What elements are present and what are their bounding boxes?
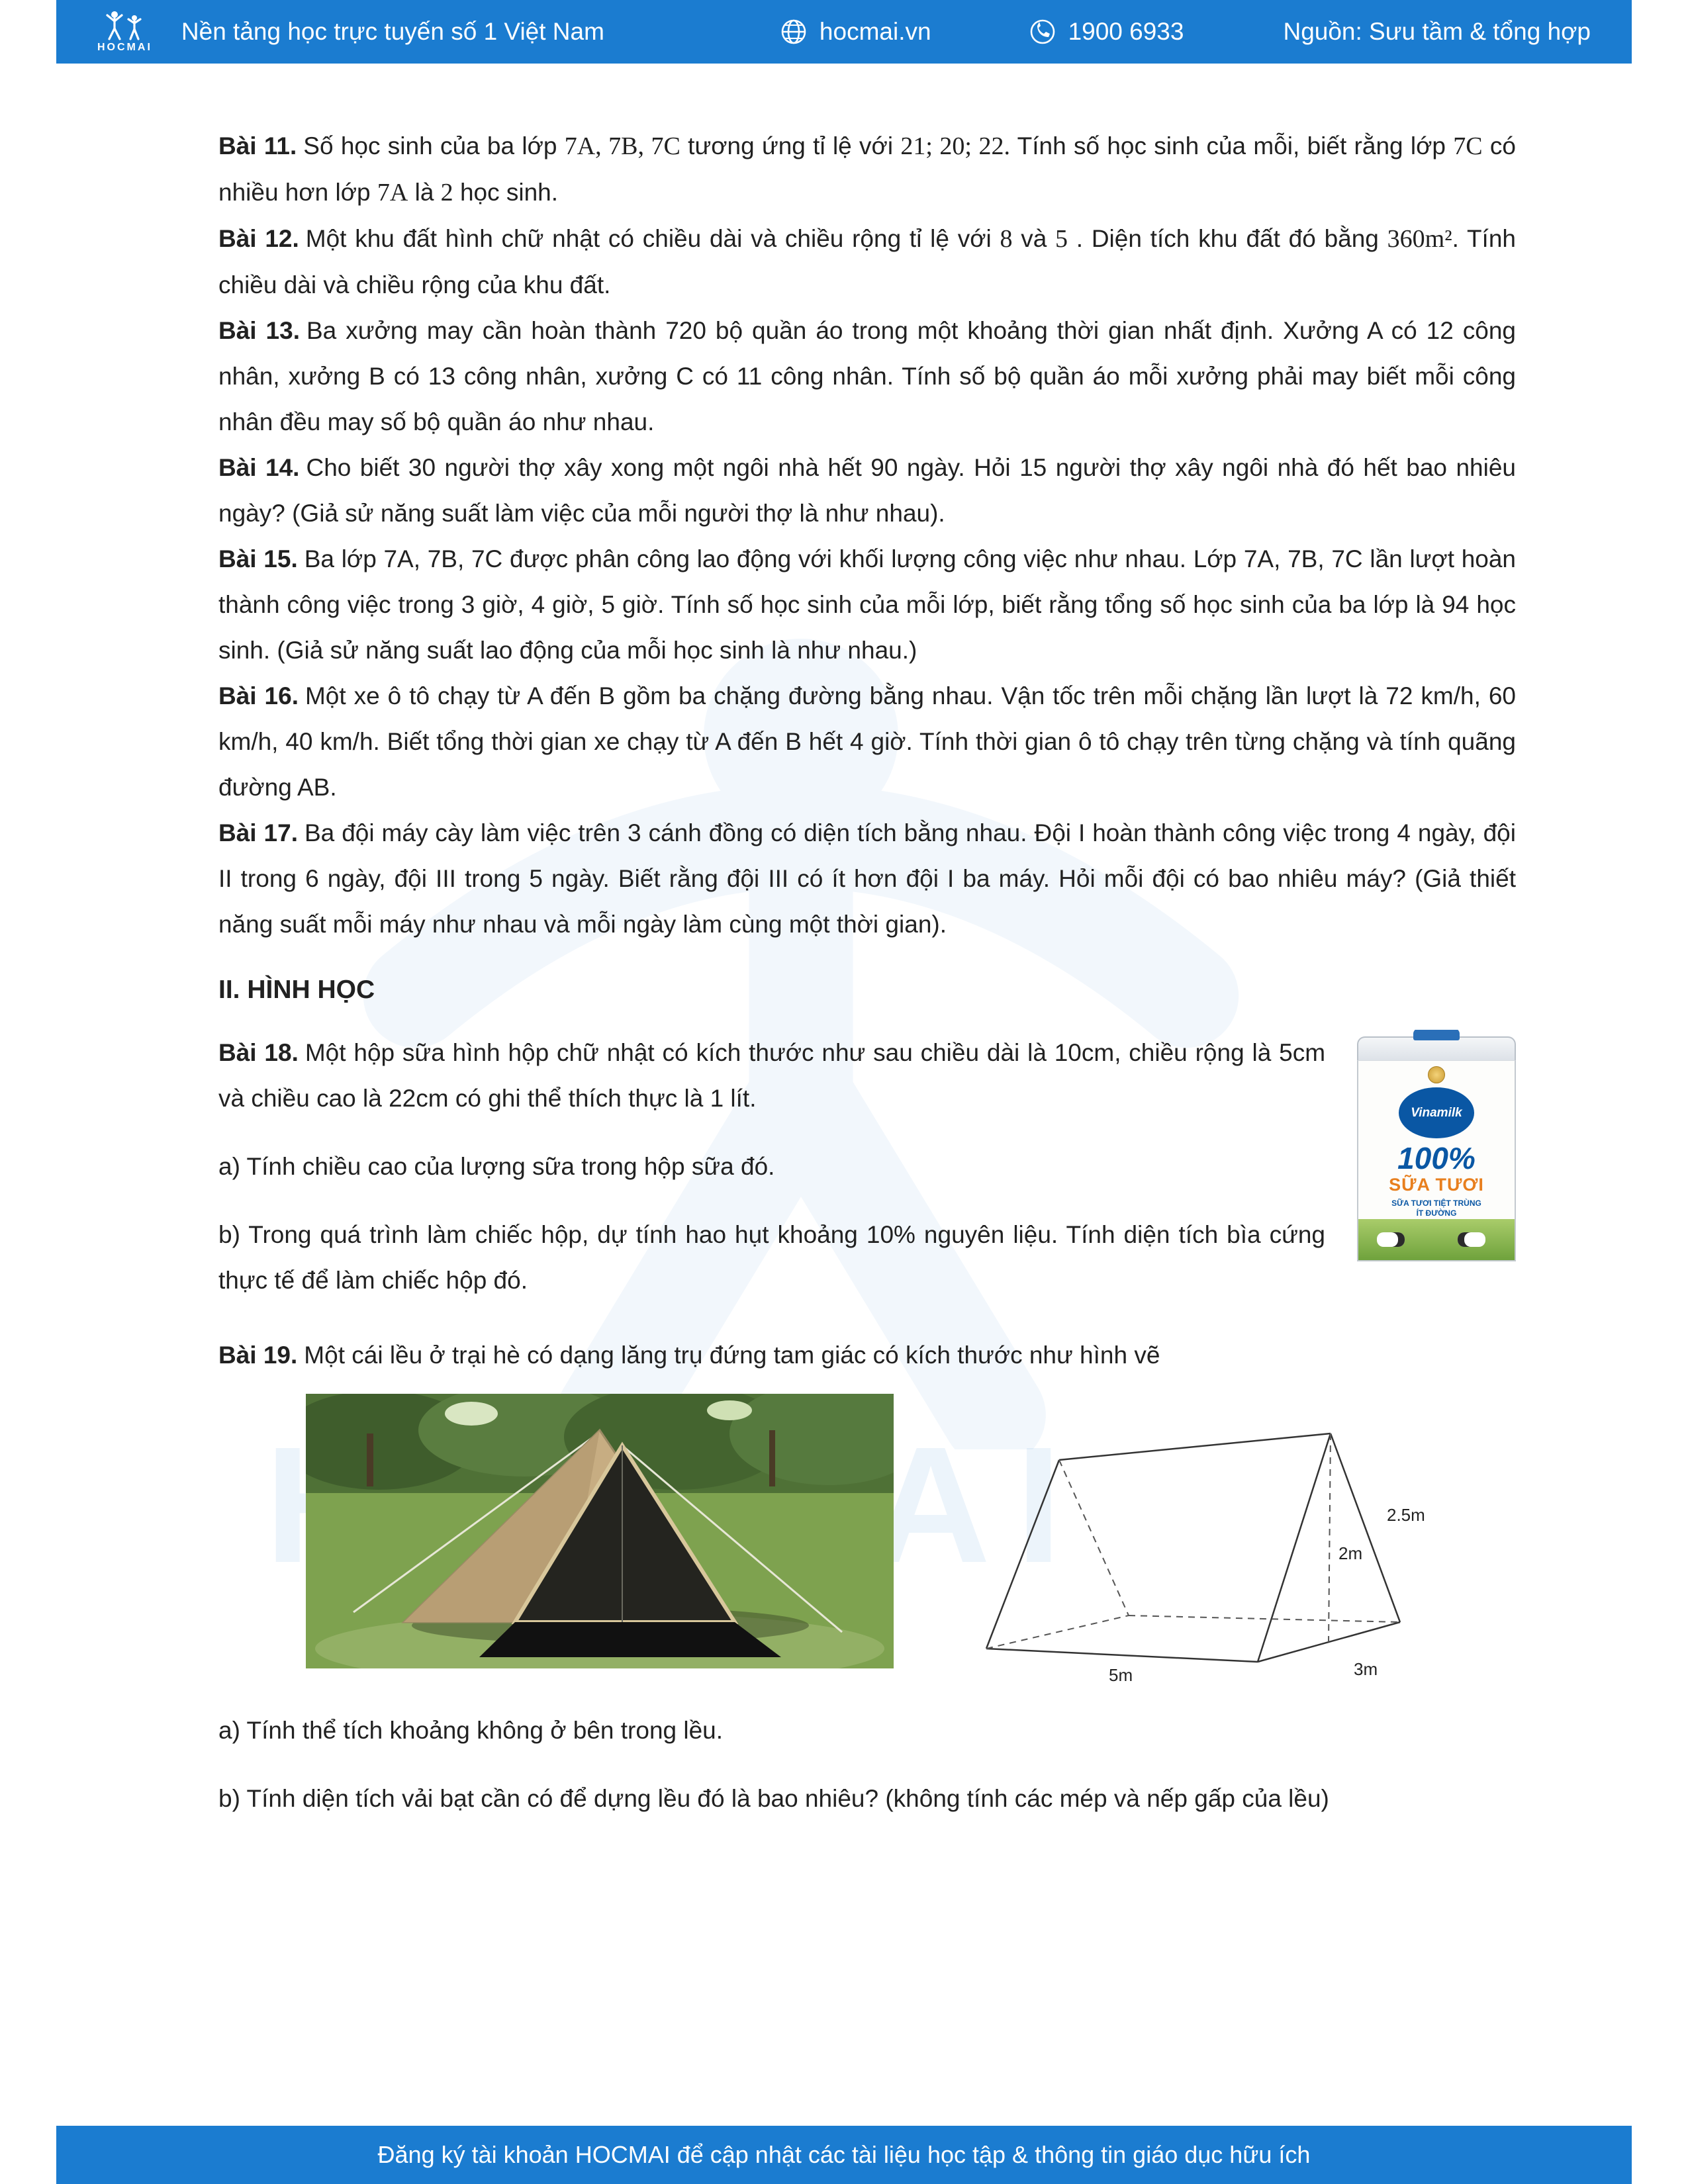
- cow-icon: [1458, 1232, 1485, 1247]
- carton-product-name: SỮA TƯƠI: [1389, 1175, 1484, 1195]
- problem-17-label: Bài 17.: [218, 819, 298, 846]
- hocmai-logo-text: HOCMAI: [97, 42, 152, 53]
- problem-15-text: Ba lớp 7A, 7B, 7C được phân công lao động với khối lượng công việc như nhau. Lớp 7A, 7B, 7C lần lượt hoàn thành công việc trong 3 giờ, 4 giờ, 5 giờ. Tính số học sinh của mỗi lớp, biết rằng tổng số học sinh của ba lớp là 94 học sinh. (Giả sử năng suất lao động của mỗi học sinh là như nhau.): [218, 545, 1517, 664]
- problem-18-label: Bài 18.: [218, 1039, 299, 1066]
- problem-13: [218, 308, 1516, 445]
- problem-18: [218, 1030, 1516, 1121]
- carton-subtitle-2: ÍT ĐƯỜNG: [1416, 1208, 1457, 1218]
- footer-text: Đăng ký tài khoản HOCMAI để cập nhật các tài liệu học tập & thông tin giáo dục hữu ích: [377, 2141, 1311, 2168]
- website-text: hocmai.vn: [819, 18, 931, 45]
- problem-19-item-b: b) Tính diện tích vải bạt cần có để dựng lều đó là bao nhiêu? (không tính các mép và nếp gấp của lều): [218, 1785, 1329, 1812]
- text-run: có nhiều hơn lớp: [218, 132, 1516, 206]
- problem-13-label: Bài 13.: [218, 317, 300, 344]
- text-run: . Tính chiều dài và chiều rộng của khu đất.: [218, 225, 1516, 298]
- problem-16-text: Một xe ô tô chạy từ A đến B gồm ba chặng đường bằng nhau. Vận tốc trên mỗi chặng lần lượt là 72 km/h, 60 km/h, 40 km/h. Biết tổng thời gian xe chạy từ A đến B hết 4 giờ. Tính thời gian ô tô chạy trên từng chặng và tính quãng đường AB.: [218, 682, 1516, 801]
- text-run: Tính số học sinh của mỗi, biết rằng lớp: [1010, 132, 1454, 159]
- main-content: [218, 123, 1516, 1821]
- problem-19-item-a: a) Tính thể tích khoảng không ở bên trong lều.: [218, 1717, 724, 1744]
- text-run: Một khu đất hình chữ nhật có chiều dài và chiều rộng tỉ lệ với: [305, 225, 1000, 252]
- problem-13-text: Ba xưởng may cần hoàn thành 720 bộ quần áo trong một khoảng thời gian nhất định. Xưởng A có 12 công nhân, xưởng B có 13 công nhân, xưởng C có 11 công nhân. Tính số bộ quần áo mỗi xưởng phải may biết mỗi công nhân đều may số bộ quần áo như nhau.: [218, 317, 1516, 435]
- carton-crest-icon: [1428, 1066, 1445, 1083]
- problem-11: [218, 123, 1516, 216]
- problem-19-text: Một cái lều ở trại hè có dạng lăng trụ đứng tam giác có kích thước như hình vẽ: [304, 1342, 1160, 1369]
- math-run: 360m²: [1387, 225, 1452, 253]
- header-meta: [778, 17, 1591, 47]
- math-run: 7A, 7B, 7C: [564, 132, 680, 160]
- text-run: . Diện tích khu đất đó bằng: [1068, 225, 1387, 252]
- problem-14-label: Bài 14.: [218, 454, 300, 481]
- prism-figure: [960, 1394, 1499, 1685]
- text-run: là: [408, 179, 441, 206]
- carton-grass-art: [1358, 1219, 1515, 1260]
- carton-cap: [1413, 1030, 1460, 1040]
- text-run: học sinh.: [453, 179, 559, 206]
- problem-11-label: Bài 11.: [218, 132, 297, 159]
- source-text: Nguồn: Sưu tầm & tổng hợp: [1283, 18, 1591, 45]
- problem-16-label: Bài 16.: [218, 682, 299, 709]
- problem-15: [218, 536, 1516, 673]
- phone-number: 1900 6933: [1068, 18, 1184, 45]
- math-run: 21; 20; 22.: [900, 132, 1010, 160]
- hocmai-logo-icon: [103, 10, 146, 40]
- carton-subtitle: SỮA TƯƠI TIỆT TRÙNG: [1391, 1199, 1481, 1208]
- problem-18-item-b: b) Trong quá trình làm chiếc hộp, dự tính hao hụt khoảng 10% nguyên liệu. Tính diện tích bìa cứng thực tế để làm chiếc hộp đó.: [218, 1221, 1325, 1294]
- problem-15-label: Bài 15.: [218, 545, 298, 572]
- problem-14: [218, 445, 1516, 536]
- problem-18-block: [218, 1030, 1516, 1303]
- text-run: và: [1012, 225, 1056, 252]
- prism-label-length: 5m: [1109, 1665, 1133, 1685]
- problem-14-text: Cho biết 30 người thợ xây xong một ngôi nhà hết 90 ngày. Hỏi 15 người thợ xây ngôi nhà đó hết bao nhiêu ngày? (Giả sử năng suất làm việc của mỗi người thợ là như nhau).: [218, 454, 1516, 527]
- tent-photo: [306, 1394, 894, 1668]
- header-bar: [56, 0, 1632, 64]
- phone-icon: [1027, 17, 1058, 47]
- hocmai-logo: [97, 10, 152, 54]
- website-item: [778, 17, 931, 47]
- carton-percent: 100%: [1397, 1141, 1476, 1175]
- milk-carton-image: [1357, 1030, 1516, 1263]
- problem-12-label: Bài 12.: [218, 225, 299, 252]
- cow-icon: [1377, 1232, 1405, 1247]
- math-run: 5: [1055, 225, 1068, 253]
- prism-label-width: 3m: [1354, 1659, 1378, 1679]
- header-tagline: Nền tảng học trực tuyến số 1 Việt Nam: [181, 18, 604, 45]
- problem-18-item-a: a) Tính chiều cao của lượng sữa trong hộp sữa đó.: [218, 1153, 775, 1180]
- problem-16: [218, 673, 1516, 810]
- math-run: 7A: [377, 179, 408, 206]
- prism-label-slant: 2.5m: [1387, 1505, 1425, 1525]
- problem-12: [218, 216, 1516, 308]
- section-heading-geometry: II. HÌNH HỌC: [218, 976, 375, 1004]
- prism-label-height: 2m: [1338, 1543, 1363, 1563]
- problem-18-text: Một hộp sữa hình hộp chữ nhật có kích thước như sau chiều dài là 10cm, chiều rộng là 5cm và chiều cao là 22cm có ghi thể thích thực là 1 lít.: [218, 1039, 1326, 1112]
- problem-17: [218, 810, 1516, 947]
- math-run: 2: [440, 179, 453, 206]
- text-run: tương ứng tỉ lệ với: [680, 132, 901, 159]
- math-run: 7C: [1453, 132, 1483, 160]
- problem-17-text: Ba đội máy cày làm việc trên 3 cánh đồng có diện tích bằng nhau. Đội I hoàn thành công việc trong 4 ngày, đội II trong 6 ngày, đội III trong 5 ngày. Biết rằng đội III có ít hơn đội I ba máy. Hỏi mỗi đội có bao nhiêu máy? (Giả thiết năng suất mỗi máy như nhau và mỗi ngày làm cùng một thời gian).: [218, 819, 1516, 938]
- globe-icon: [778, 17, 809, 47]
- carton-body: [1357, 1060, 1516, 1261]
- problem-19-label: Bài 19.: [218, 1342, 298, 1369]
- footer-bar: [56, 2126, 1632, 2184]
- problem-19: [218, 1332, 1516, 1378]
- text-run: Số học sinh của ba lớp: [303, 132, 565, 159]
- phone-item: [1027, 17, 1184, 47]
- problem-19-figures: [306, 1394, 1516, 1685]
- carton-brand-logo: Vinamilk: [1399, 1087, 1474, 1138]
- math-run: 8: [1000, 225, 1013, 253]
